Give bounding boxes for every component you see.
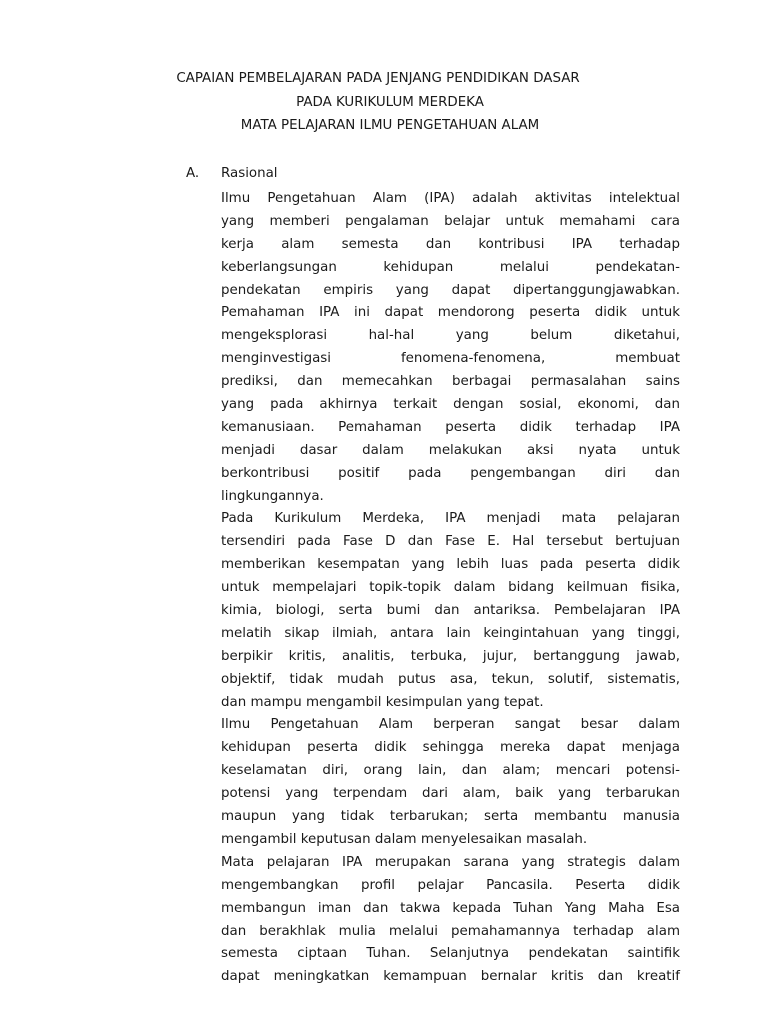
paragraph-line: pendekatan empiris yang dapat dipertanggungjawabkan. (221, 282, 680, 298)
paragraph-line: maupun yang tidak terbarukan; serta membantu manusia (221, 809, 680, 825)
paragraph-line: untuk mempelajari topik-topik dalam bidang keilmuan fisika, (221, 580, 680, 596)
document-title-line-3: MATA PELAJARAN ILMU PENGETAHUAN ALAM (240, 118, 540, 133)
paragraph-line: Mata pelajaran IPA merupakan sarana yang strategis dalam (221, 854, 680, 870)
paragraph-line: dan berakhlak mulia melalui pemahamannya terhadap alam (221, 923, 680, 939)
paragraph-line: dapat meningkatkan kemampuan bernalar kritis dan kreatif (221, 969, 680, 985)
paragraph-line: Pemahaman IPA ini dapat mendorong peserta didik untuk (221, 305, 680, 321)
paragraph-line: kemanusiaan. Pemahaman peserta didik terhadap IPA (221, 419, 680, 435)
paragraph-line: dan mampu mengambil kesimpulan yang tepat. (221, 694, 544, 710)
paragraph-line: tersendiri pada Fase D dan Fase E. Hal tersebut bertujuan (221, 534, 680, 550)
paragraph-line: kerja alam semesta dan kontribusi IPA terhadap (221, 236, 680, 252)
paragraph-line: berkontribusi positif pada pengembangan diri dan (221, 465, 680, 481)
section-heading: Rasional (221, 166, 278, 181)
paragraph-line: melatih sikap ilmiah, antara lain keingintahuan yang tinggi, (221, 625, 680, 641)
paragraph-line: Ilmu Pengetahuan Alam (IPA) adalah aktivitas intelektual (221, 191, 680, 206)
paragraph-line: kehidupan peserta didik sehingga mereka dapat menjaga (221, 740, 680, 756)
paragraph-line: kimia, biologi, serta bumi dan antariksa. Pembelajaran IPA (221, 603, 680, 619)
document-title-line-2: PADA KURIKULUM MERDEKA (296, 95, 484, 110)
body-text (221, 188, 680, 989)
paragraph (221, 188, 680, 508)
paragraph-line: memberikan kesempatan yang lebih luas pada peserta didik (221, 557, 680, 573)
paragraph-line: berpikir kritis, analitis, terbuka, jujur, bertanggung jawab, (221, 648, 680, 664)
paragraph-line: prediksi, dan memecahkan berbagai permasalahan sains (221, 374, 680, 390)
paragraph-line: yang memberi pengalaman belajar untuk memahami cara (221, 213, 680, 229)
paragraph (221, 852, 680, 989)
paragraph-line: keberlangsungan kehidupan melalui pendekatan- (221, 259, 680, 275)
document-title-line-1: CAPAIAN PEMBELAJARAN PADA JENJANG PENDIDIKAN DASAR (176, 71, 580, 86)
paragraph-line: Ilmu Pengetahuan Alam berperan sangat besar dalam (221, 717, 680, 733)
paragraph-line: semesta ciptaan Tuhan. Selanjutnya pendekatan saintifik (221, 946, 680, 962)
paragraph (221, 508, 680, 714)
paragraph-line: potensi yang terpendam dari alam, baik yang terbarukan (221, 786, 680, 802)
paragraph-line: mengeksplorasi hal-hal yang belum diketahui, (221, 328, 680, 344)
paragraph-line: mengembangkan profil pelajar Pancasila. Peserta didik (221, 877, 680, 893)
section-marker: A. (186, 166, 200, 181)
paragraph-line: keselamatan diri, orang lain, dan alam; mencari potensi- (221, 763, 680, 779)
paragraph-line: membangun iman dan takwa kepada Tuhan Yang Maha Esa (221, 900, 680, 916)
paragraph-line: menginvestigasi fenomena-fenomena, membuat (221, 351, 680, 367)
paragraph-line: yang pada akhirnya terkait dengan sosial, ekonomi, dan (221, 397, 680, 413)
paragraph-line: lingkungannya. (221, 488, 324, 504)
paragraph-line: objektif, tidak mudah putus asa, tekun, solutif, sistematis, (221, 671, 680, 687)
paragraph-line: Pada Kurikulum Merdeka, IPA menjadi mata pelajaran (221, 511, 680, 527)
paragraph (221, 714, 680, 851)
paragraph-line: menjadi dasar dalam melakukan aksi nyata untuk (221, 442, 680, 458)
paragraph-line: mengambil keputusan dalam menyelesaikan masalah. (221, 831, 588, 847)
